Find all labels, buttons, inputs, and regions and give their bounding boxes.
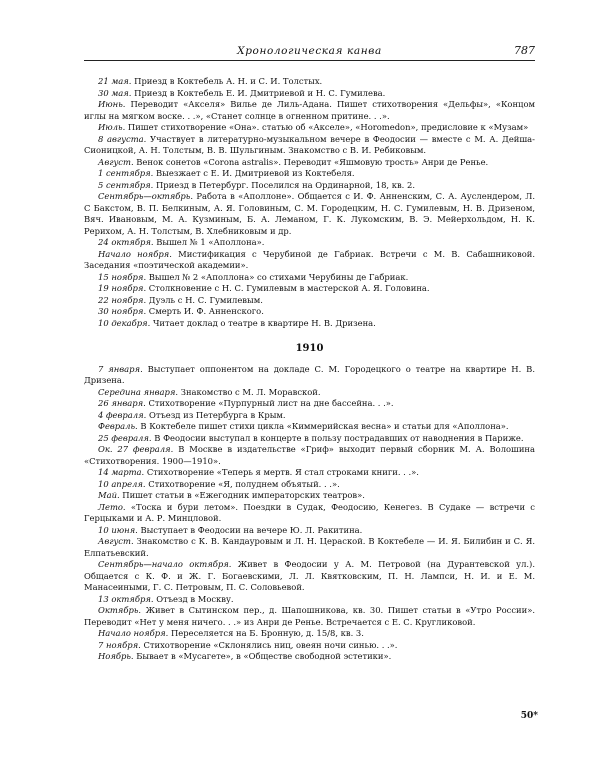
chronology-entry bbox=[84, 594, 535, 606]
entry-text: Приезд в Коктебель А. Н. и С. И. Толстых. bbox=[134, 76, 323, 86]
entries-1910 bbox=[84, 364, 535, 663]
chronology-entry bbox=[84, 272, 535, 284]
entry-date: 10 апреля. bbox=[98, 478, 146, 489]
entry-date: 10 июня. bbox=[98, 524, 138, 535]
entry-text: Переселяется на Б. Бронную, д. 15/8, кв. 3. bbox=[171, 628, 364, 638]
chronology-entry bbox=[84, 249, 535, 272]
entry-date: 24 октября. bbox=[98, 237, 154, 247]
chronology-entry bbox=[84, 318, 535, 330]
entry-date: Ноябрь. bbox=[98, 651, 134, 661]
chronology-entry bbox=[84, 99, 535, 122]
entry-text: Дуэль с Н. С. Гумилевым. bbox=[148, 294, 263, 305]
running-header bbox=[84, 44, 535, 61]
entry-date: 7 ноября. bbox=[98, 639, 141, 650]
entry-date: 10 декабря. bbox=[98, 317, 151, 328]
chronology-entry bbox=[84, 283, 535, 295]
chronology-body bbox=[84, 76, 535, 663]
chronology-entry bbox=[84, 628, 535, 640]
entry-text: В Коктебеле пишет стихи цикла «Киммерийская весна» и статьи для «Аполлона». bbox=[140, 421, 509, 431]
entry-date: 30 ноября. bbox=[98, 306, 147, 316]
entry-date: 14 марта. bbox=[98, 467, 145, 477]
entry-text: Выезжает с Е. И. Дмитриевой из Коктебеля. bbox=[156, 168, 355, 178]
entry-text: Стихотворение «Склонялись ниц, овеян ночи синью. . .». bbox=[143, 639, 398, 650]
chronology-entry bbox=[84, 536, 535, 559]
entry-text: Выступает в Феодосии на вечере Ю. Л. Ракитина. bbox=[140, 524, 363, 535]
entry-text: Знакомство с К. В. Кандауровым и Л. Н. Цераской. В Коктебеле — И. Я. Билибин и С. Я. Елпатьевский. bbox=[84, 536, 535, 558]
entry-text: Отъезд из Петербурга в Крым. bbox=[148, 409, 286, 420]
entry-text: Стихотворение «Теперь я мертв. Я стал строками книги. . .». bbox=[146, 467, 419, 477]
entry-text: Знакомство с М. Л. Моравской. bbox=[180, 386, 321, 397]
entry-date: Лето. bbox=[98, 501, 126, 512]
entry-date: Середина января. bbox=[98, 386, 179, 397]
entry-date: 7 января. bbox=[98, 363, 143, 374]
entry-text: Вышел № 2 «Аполлона» со стихами Черубины де Габриак. bbox=[148, 271, 409, 282]
entry-text: Вышел № 1 «Аполлона». bbox=[156, 237, 265, 247]
chronology-entry bbox=[84, 410, 535, 422]
chronology-entry bbox=[84, 387, 535, 399]
entry-date: 19 ноября. bbox=[98, 283, 147, 293]
entry-date: Сентябрь—начало октября. bbox=[98, 559, 232, 569]
page-number: 787 bbox=[514, 44, 535, 57]
entry-text: Приезд в Коктебель Е. И. Дмитриевой и Н. С. Гумилева. bbox=[134, 87, 386, 98]
chronology-entry bbox=[84, 306, 535, 318]
chronology-entry bbox=[84, 433, 535, 445]
entry-text: Переводит «Акселя» Вилье де Лиль-Адана. Пишет стихотворения «Дельфы», «Концом иглы на мягком воске. . .», «Станет солнце в огненном притине. . .». bbox=[84, 99, 535, 121]
entries-1909 bbox=[84, 76, 535, 329]
entry-text: Бывает в «Мусагете», в «Обществе свободной эстетики». bbox=[136, 651, 392, 661]
entry-date: 21 мая. bbox=[98, 76, 132, 86]
entry-text: Живет в Феодосии у А. М. Петровой (на Дурантевской ул.). Общается с К. Ф. и Ж. Г. Богаевскими, Л. Л. Квятковским, П. Н. Лампси, Н. И. и Е. М. Манасеиными, Г. С. Петровым, П. С. Соловьевой. bbox=[84, 559, 535, 592]
entry-date: 15 ноября. bbox=[98, 271, 147, 282]
entry-date: 1 сентября. bbox=[98, 168, 154, 178]
entry-text: Отъезд в Москву. bbox=[156, 593, 234, 604]
entry-text: Венок сонетов «Corona astralis». Переводит «Яшмовую трость» Анри де Ренье. bbox=[136, 156, 489, 167]
entry-date: 30 мая. bbox=[98, 87, 132, 98]
chronology-entry bbox=[84, 76, 535, 88]
entry-text: Стихотворение «Я, полуднем объятый. . .». bbox=[148, 478, 340, 489]
chronology-entry bbox=[84, 490, 535, 502]
entry-date: 8 августа. bbox=[98, 133, 147, 144]
chronology-entry bbox=[84, 88, 535, 100]
chronology-entry bbox=[84, 398, 535, 410]
entry-date: Июнь. bbox=[98, 99, 126, 109]
year-heading-1910: 1910 bbox=[295, 343, 324, 354]
entry-date: 13 октября. bbox=[98, 593, 154, 604]
chronology-entry bbox=[84, 122, 535, 134]
entry-date: Октябрь. bbox=[98, 605, 142, 615]
entry-text: В Феодосии выступал в концерте в пользу пострадавших от наводнения в Париже. bbox=[154, 432, 524, 443]
chronology-entry bbox=[84, 525, 535, 537]
chronology-entry bbox=[84, 295, 535, 307]
chronology-entry bbox=[84, 421, 535, 433]
entry-date: 5 сентября. bbox=[98, 179, 154, 190]
chronology-entry bbox=[84, 502, 535, 525]
entry-date: Начало ноября. bbox=[98, 248, 172, 259]
chronology-entry bbox=[84, 479, 535, 491]
entry-text: Пишет статьи в «Ежегодник императорских театров». bbox=[122, 490, 365, 500]
chronology-entry bbox=[84, 134, 535, 157]
entry-text: Смерть И. Ф. Анненского. bbox=[148, 306, 264, 316]
chronology-entry bbox=[84, 157, 535, 169]
entry-text: Пишет стихотворение «Она». статью об «Акселе», «Horomedon», предисловие к «Музам» bbox=[127, 122, 529, 132]
entry-text: Работа в «Аполлоне». Общается с И. Ф. Анненским, С. А. Ауслендером, Л. С Бакстом, В. П. Белкиным, А. Я. Головиным, С. М. Городецким, Н. С. Гумилевым, Н. В. Дризеном, Вяч. Ивановым, М. А. Кузминым, Б. А. Леманом, Г. К. Лукомским, В. Э. Мейерхольдом, Н. К. Рерихом, А. Н. Толстым, В. Хлебниковым и др. bbox=[84, 191, 535, 236]
entry-date: Июль. bbox=[98, 122, 126, 132]
entry-text: Мистификация с Черубиной де Габриак. Встречи с М. В. Сабашниковой. Заседания «поэтической академии». bbox=[84, 248, 535, 270]
entry-date: 22 ноября. bbox=[98, 294, 147, 305]
chronology-entry bbox=[84, 467, 535, 479]
chronology-entry bbox=[84, 364, 535, 387]
running-title: Хронологическая канва bbox=[237, 45, 382, 57]
entry-text: В Москве в издательстве «Гриф» выходит первый сборник М. А. Волошина «Стихотворения. 1900—1910». bbox=[84, 444, 535, 466]
entry-text: Столкновение с Н. С. Гумилевым в мастерской А. Я. Головина. bbox=[148, 283, 430, 293]
entry-date: Август. bbox=[98, 156, 134, 167]
entry-date: 4 февраля. bbox=[98, 409, 147, 420]
entry-date: Начало ноября. bbox=[98, 628, 169, 638]
chronology-entry bbox=[84, 191, 535, 237]
entry-date: Ок. 27 февраля. bbox=[98, 444, 174, 454]
chronology-entry bbox=[84, 168, 535, 180]
entry-date: Май. bbox=[98, 490, 120, 500]
entry-date: 25 февраля. bbox=[98, 432, 152, 443]
entry-text: «Тоска и бури летом». Поездки в Судак, Феодосию, Кенегез. В Судаке — встречи с Герцыками и А. Р. Минцловой. bbox=[84, 501, 536, 523]
chronology-entry bbox=[84, 180, 535, 192]
entry-date: 26 января. bbox=[98, 398, 146, 408]
entry-date: Сентябрь—октябрь. bbox=[98, 191, 193, 201]
entry-text: Участвует в литературно-музыкальном вечере в Феодосии — вместе с М. А. Дейша-Сионицкой, А. Н. Толстым, В. В. Шульгиным. Знакомство с В. И. Ребиковым. bbox=[84, 133, 535, 155]
chronology-entry bbox=[84, 651, 535, 663]
entry-date: Август. bbox=[98, 536, 134, 546]
printer-signature: 50* bbox=[520, 711, 538, 721]
entry-text: Живет в Сытинском пер., д. Шапошникова, кв. 30. Пишет статьи в «Утро России». Переводит «Нет у меня ничего. . .» из Анри де Ренье. Встречается с Е. С. Кругликовой. bbox=[84, 605, 536, 627]
entry-text: Стихотворение «Пурпурный лист на дне бассейна. . .». bbox=[148, 398, 394, 408]
chronology-entry bbox=[84, 444, 535, 467]
entry-date: Февраль. bbox=[98, 421, 138, 431]
chronology-entry bbox=[84, 605, 535, 628]
entry-text: Выступает оппонентом на докладе С. М. Городецкого о театре на квартире Н. В. Дризена. bbox=[84, 363, 535, 385]
entry-text: Приезд в Петербург. Поселился на Ординарной, 18, кв. 2. bbox=[156, 179, 415, 190]
chronology-entry bbox=[84, 559, 535, 594]
entry-text: Читает доклад о театре в квартире Н. В. Дризена. bbox=[152, 317, 376, 328]
chronology-entry bbox=[84, 640, 535, 652]
chronology-entry bbox=[84, 237, 535, 249]
